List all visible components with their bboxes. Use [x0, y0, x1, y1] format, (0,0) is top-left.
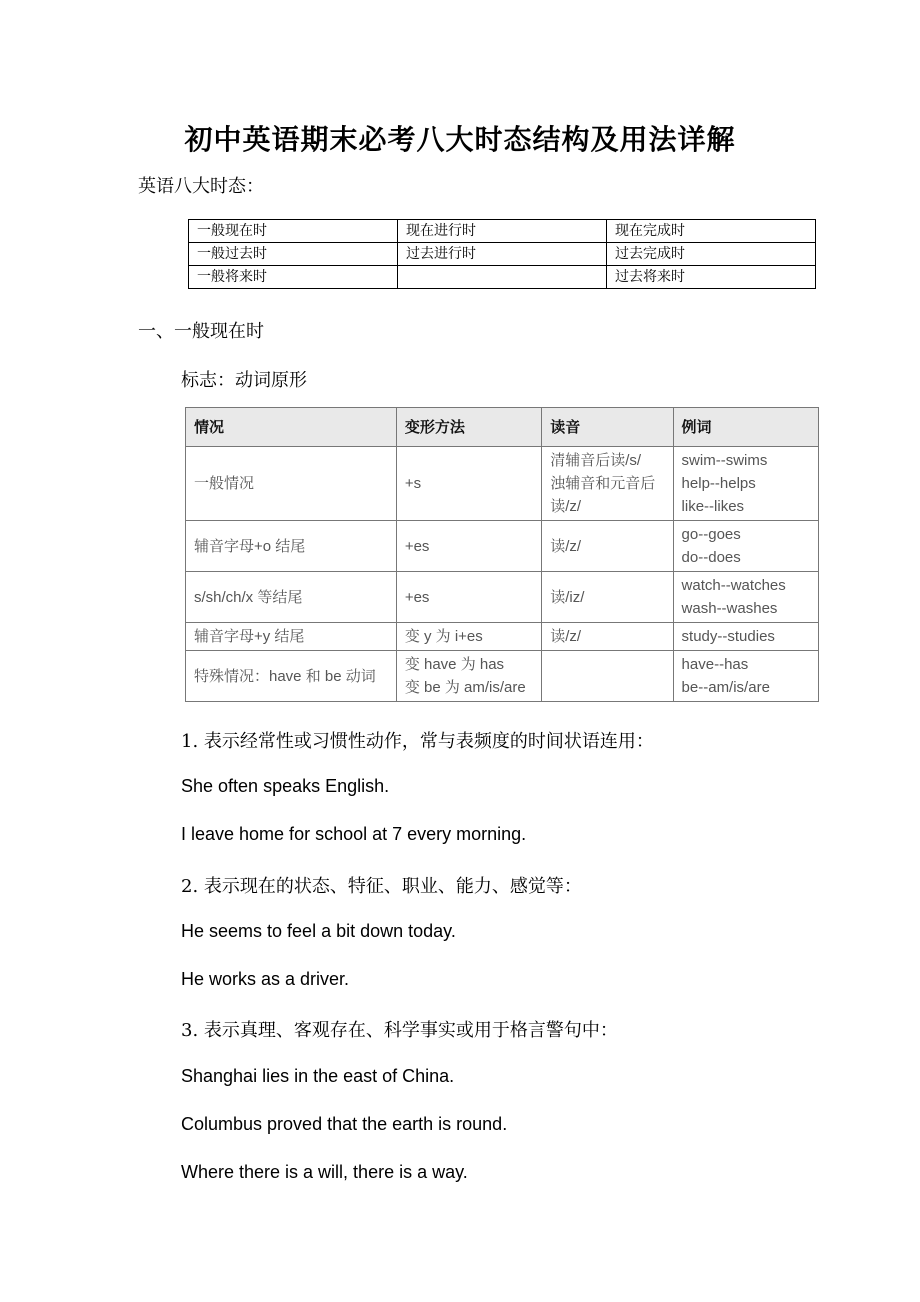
table-cell	[673, 521, 818, 572]
example-sentence: Shanghai lies in the east of China.	[181, 1066, 455, 1086]
intro-text: 英语八大时态：	[138, 176, 264, 197]
cell-line: like--likes	[681, 498, 745, 515]
table-cell	[396, 651, 541, 702]
cell-line: help--helps	[681, 475, 756, 492]
example-sentence: Columbus proved that the earth is round.	[181, 1114, 508, 1134]
section-heading: 一、一般现在时	[138, 321, 264, 342]
table-cell	[542, 521, 673, 572]
table-cell	[542, 623, 673, 651]
table-row	[186, 447, 819, 521]
cell-line: study--studies	[681, 628, 775, 645]
table-row	[189, 243, 816, 266]
table-row	[189, 220, 816, 243]
table-row	[186, 651, 819, 702]
cell-line: 变 be 为 am/is/are	[404, 679, 526, 696]
cell-line: 读/z/	[550, 628, 582, 645]
example-sentence: He seems to feel a bit down today.	[181, 921, 456, 941]
example-sentence: Where there is a will, there is a way.	[181, 1162, 468, 1182]
cell-line: watch--watches	[681, 577, 786, 594]
cell-line: +es	[404, 588, 430, 606]
cell-line: +s	[404, 475, 422, 492]
column-header: 例词	[673, 408, 818, 447]
table-cell	[396, 623, 541, 651]
table-row	[186, 572, 819, 623]
section-marker: 标志：动词原形	[181, 370, 307, 391]
cell-line: do--does	[681, 549, 741, 566]
table-cell: 现在进行时	[398, 220, 607, 243]
table-header-row	[186, 408, 819, 447]
conjugation-table	[185, 407, 819, 702]
usage-heading: 1. 表示经常性或习惯性动作，常与表频度的时间状语连用：	[181, 731, 654, 752]
table-cell: s/sh/ch/x 等结尾	[186, 572, 397, 623]
example-sentence: I leave home for school at 7 every morning.	[181, 824, 527, 844]
table-cell: 辅音字母+y 结尾	[186, 623, 397, 651]
tense-table	[188, 219, 816, 289]
table-row	[186, 623, 819, 651]
cell-line: wash--washes	[681, 600, 778, 617]
table-cell: 一般情况	[186, 447, 397, 521]
cell-line: +es	[404, 537, 430, 555]
table-cell: 过去将来时	[607, 266, 816, 289]
table-cell: 一般过去时	[189, 243, 398, 266]
cell-line: be--am/is/are	[681, 679, 770, 696]
table-cell	[398, 266, 607, 289]
table-cell: 一般将来时	[189, 266, 398, 289]
usage-heading: 2. 表示现在的状态、特征、职业、能力、感觉等：	[181, 876, 582, 897]
table-cell: 一般现在时	[189, 220, 398, 243]
column-header: 变形方法	[396, 408, 541, 447]
table-cell	[396, 447, 541, 521]
cell-line: 清辅音后读/s/	[550, 452, 642, 469]
cell-line: 读/z/	[550, 537, 582, 555]
table-cell	[673, 447, 818, 521]
cell-line: 变 have 为 has	[404, 656, 505, 673]
table-cell	[673, 651, 818, 702]
table-row	[186, 521, 819, 572]
table-cell	[542, 447, 673, 521]
table-row	[189, 266, 816, 289]
cell-line: go--goes	[681, 526, 741, 543]
table-cell: 过去进行时	[398, 243, 607, 266]
table-cell	[542, 572, 673, 623]
cell-line: 读/z/	[550, 498, 582, 515]
table-cell	[396, 521, 541, 572]
table-cell: 过去完成时	[607, 243, 816, 266]
table-cell	[542, 651, 673, 702]
table-cell	[673, 572, 818, 623]
cell-line: have--has	[681, 656, 749, 673]
table-cell	[673, 623, 818, 651]
usage-heading: 3. 表示真理、客观存在、科学事实或用于格言警句中：	[181, 1020, 618, 1041]
table-cell	[396, 572, 541, 623]
example-sentence: He works as a driver.	[181, 969, 350, 989]
cell-line: 变 y 为 i+es	[404, 628, 483, 645]
table-cell: 现在完成时	[607, 220, 816, 243]
cell-line: swim--swims	[681, 452, 768, 469]
example-sentence: She often speaks English.	[181, 776, 390, 796]
cell-line: 读/iz/	[550, 588, 585, 606]
cell-line: 浊辅音和元音后	[550, 475, 656, 492]
column-header: 读音	[542, 408, 673, 447]
document-title: 初中英语期末必考八大时态结构及用法详解	[184, 123, 736, 156]
table-cell: 特殊情况：have 和 be 动词	[186, 651, 397, 702]
column-header: 情况	[186, 408, 397, 447]
table-cell: 辅音字母+o 结尾	[186, 521, 397, 572]
